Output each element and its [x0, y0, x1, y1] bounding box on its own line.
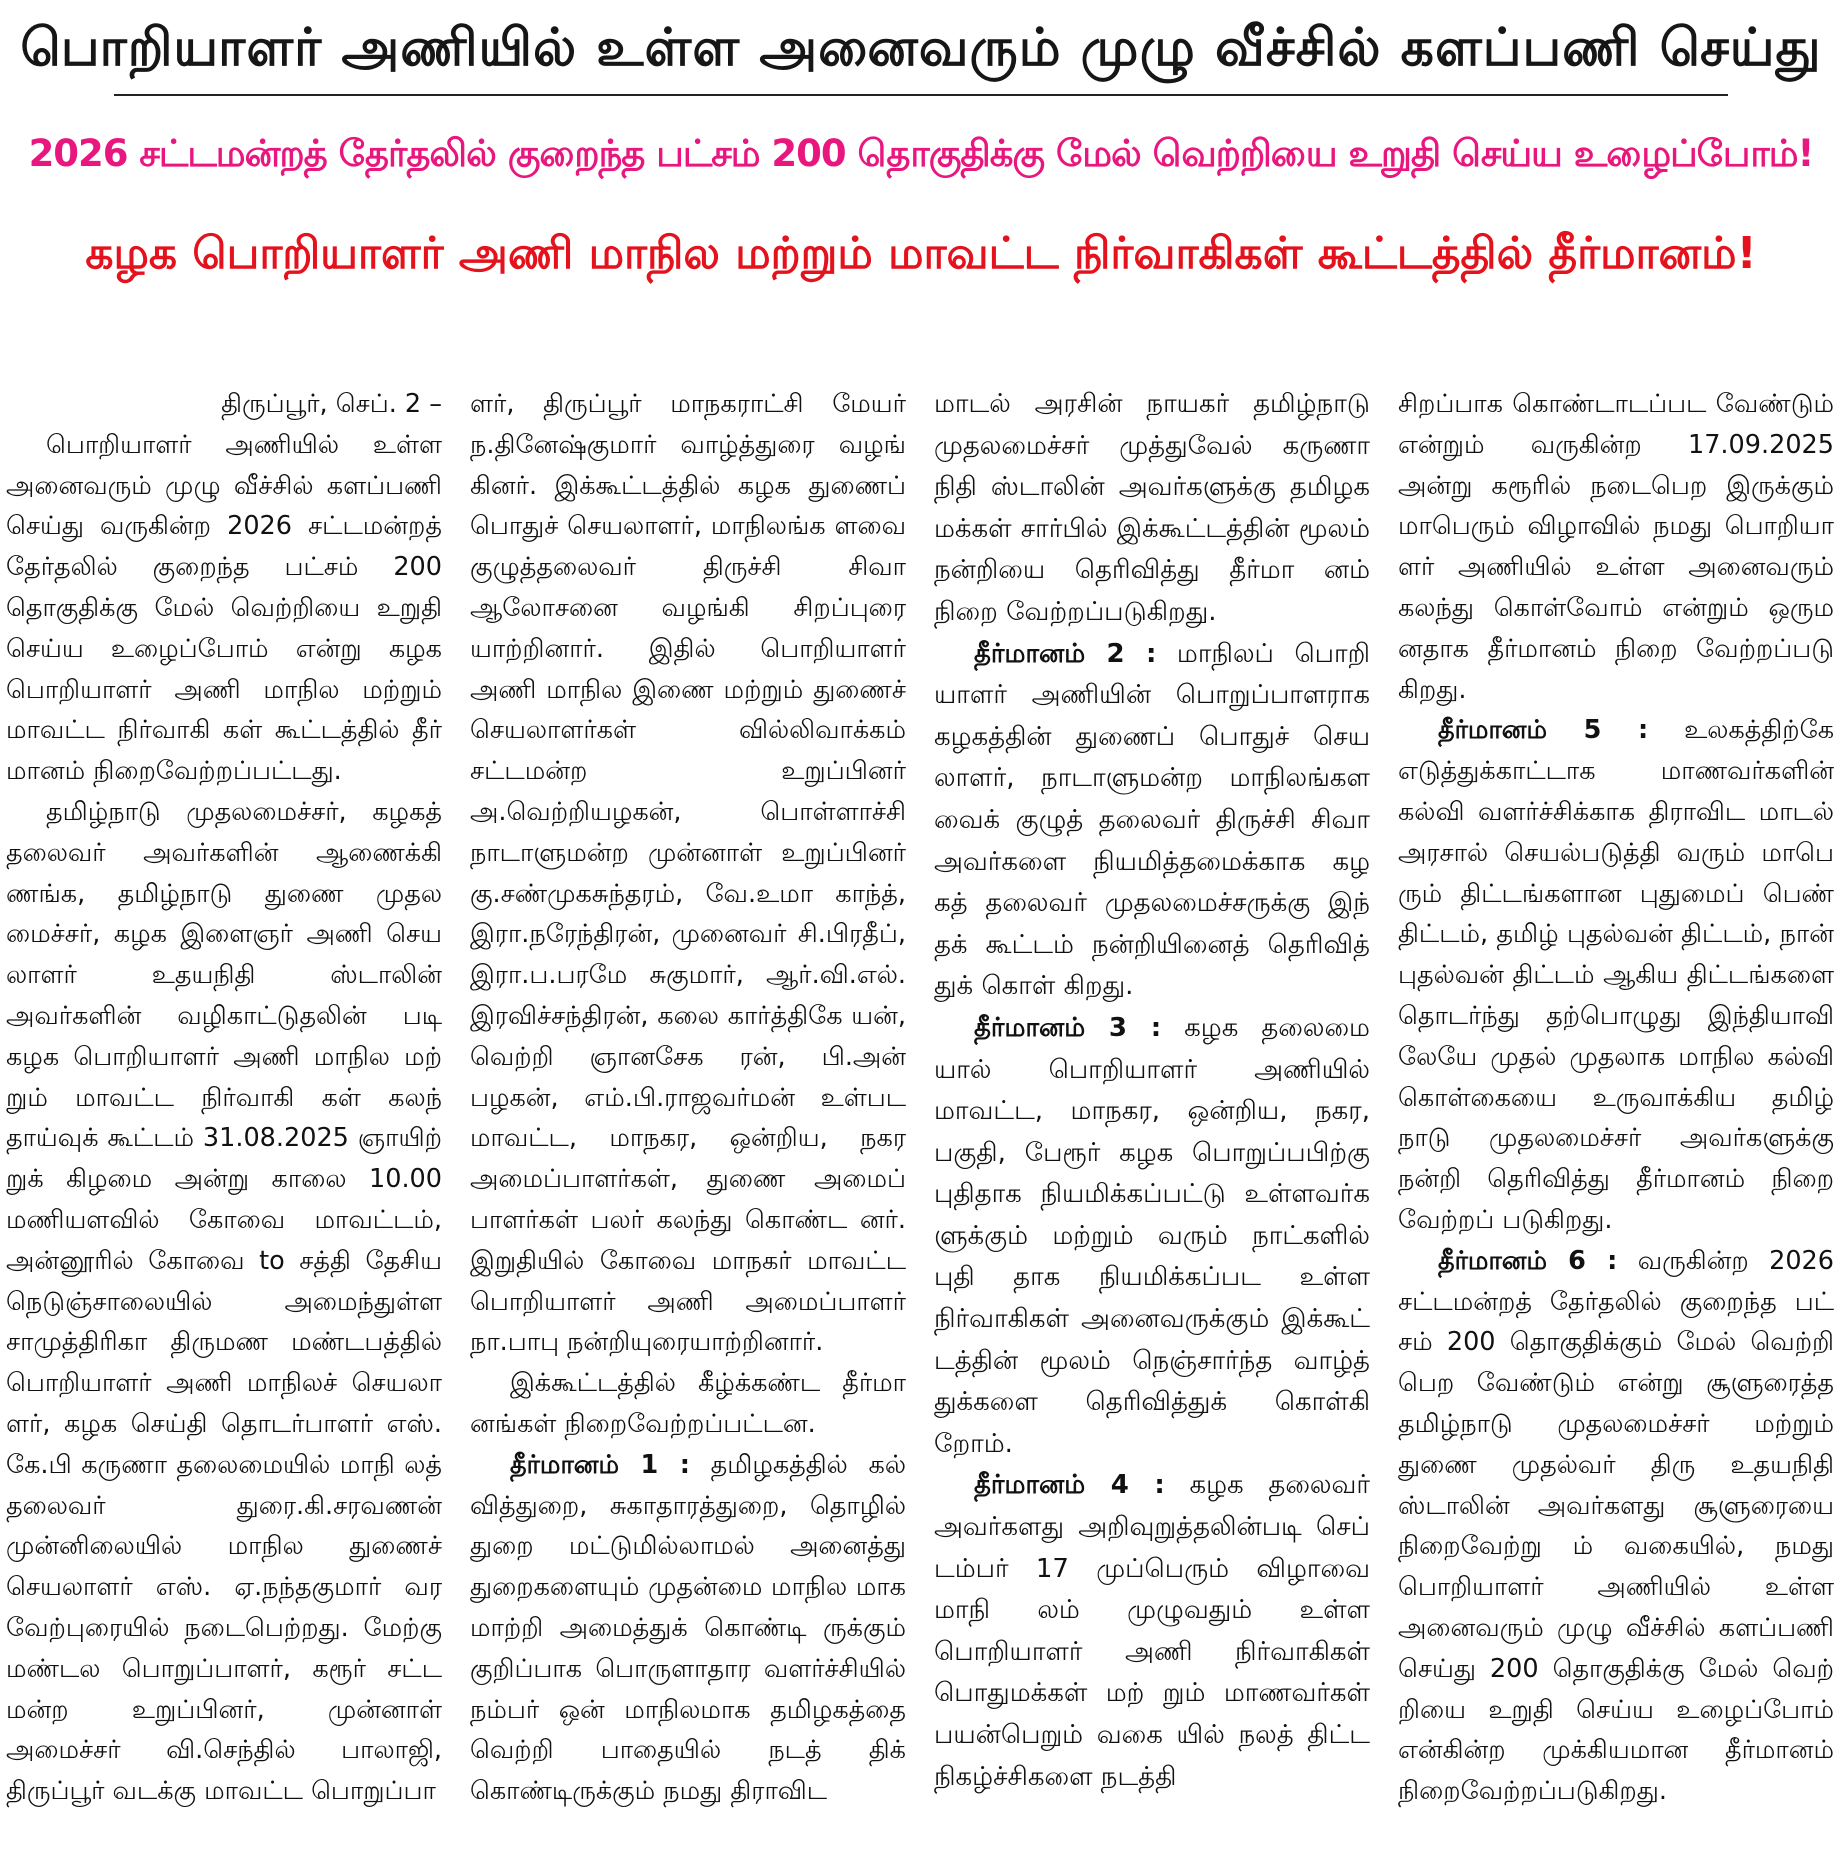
- resolution-2: [934, 634, 1370, 1008]
- main-headline: 2026 சட்டமன்றத் தேர்தலில் குறைந்த பட்சம் 200 தொகுதிக்கு மேல் வெற்றியை உறுதி செய்ய உழைப்போம்!: [28, 132, 1814, 175]
- resolution-text: கழக தலைவர் அவர்களது அறிவுறுத்தலின்படி செப் டம்பர் 17 முப்பெரும் விழாவை மாநி லம் முழுவதும் உள்ள பொறியாளர் அணி நிர்வாகிகள் பொதுமக்கள் மற் றும் மாணவர்கள் பயன்பெறும் வகை யில் நலத் திட்ட நிகழ்ச்சிகளை நடத்தி: [934, 1470, 1370, 1792]
- resolution-text: உலகத்திற்கே எடுத்துக்காட்டாக மாணவர்களின் கல்வி வளர்ச்சிக்காக திராவிட மாடல் அரசால் செயல்படுத்தி வரும் மாபெ ரும் திட்டங்களான புதுமைப் பெண் திட்டம், தமிழ் புதல்வன் திட்டம், நான் புதல்வன் திட்டம் ஆகிய திட்டங்களை தொடர்ந்து தற்பொழுது இந்தியாவி லேயே முதல் முதலாக மாநில கல்வி கொள்கையை உருவாக்கிய தமிழ் நாடு முதலமைச்சர் அவர்களுக்கு நன்றி தெரிவித்து தீர்மானம் நிறை வேற்றப் படுகிறது.: [1398, 715, 1834, 1235]
- resolution-1: [470, 1445, 906, 1812]
- resolution-text: மாநிலப் பொறி யாளர் அணியின் பொறுப்பாளராக கழகத்தின் துணைப் பொதுச் செய லாளர், நாடாளுமன்ற மாநிலங்கள வைக் குழுத் தலைவர் திருச்சி சிவா அவர்களை நியமித்தமைக்காக கழ கத் தலைவர் முதலமைச்சருக்கு இந் தக் கூட்டம் நன்றியினைத் தெரிவித் துக் கொள் கிறது.: [934, 638, 1370, 1002]
- resolution-label: தீர்மானம் 5 :: [1438, 715, 1649, 746]
- resolution-1-continued: மாடல் அரசின் நாயகர் தமிழ்நாடு முதலமைச்சர் முத்துவேல் கருணா நிதி ஸ்டாலின் அவர்களுக்கு தமிழக மக்கள் சார்பில் இக்கூட்டத்தின் மூலம் நன்றியை தெரிவித்து தீர்மா னம் நிறை வேற்றப்படுகிறது.: [934, 389, 1370, 627]
- kicker-headline: பொறியாளர் அணியில் உள்ள அனைவரும் முழு வீச்சில் களப்பணி செய்து: [20, 18, 1822, 78]
- resolution-6: [1398, 1241, 1834, 1812]
- article-body: [6, 384, 1834, 1850]
- article-paragraph-continued: ளர், திருப்பூர் மாநகராட்சி மேயர் ந.தினேஷ்குமார் வாழ்த்துரை வழங் கினர். இக்கூட்டத்தில் கழக துணைப் பொதுச் செயலாளர், மாநிலங்க ளவை குழுத்தலைவர் திருச்சி சிவா ஆலோசனை வழங்கி சிறப்புரை யாற்றினார். இதில் பொறியாளர் அணி மாநில இணை மற்றும் துணைச் செயலாளர்கள் வில்லிவாக்கம் சட்டமன்ற உறுப்பினர் அ.வெற்றியழகன், பொள்ளாச்சி நாடாளுமன்ற முன்னாள் உறுப்பினர் கு.சண்முகசுந்தரம், வே.உமா காந்த், இரா.நரேந்திரன், முனைவர் சி.பிரதீப், இரா.ப.பரமே சுகுமார், ஆர்.வி.எல். இரவிச்சந்திரன், கலை கார்த்திகே யன், வெற்றி ஞானசேக ரன், பி.அன் பழகன், எம்.பி.ராஜவர்மன் உள்பட மாவட்ட, மாநகர, ஒன்றிய, நகர அமைப்பாளர்கள், துணை அமைப் பாளர்கள் பலர் கலந்து கொண்ட னர். இறுதியில் கோவை மாநகர் மாவட்ட பொறியாளர் அணி அமைப்பாளர் நா.பாபு நன்றியுரையாற்றினார்.: [470, 389, 906, 1358]
- article-paragraph: இக்கூட்டத்தில் கீழ்க்கண்ட தீர்மா னங்கள் நிறைவேற்றப்பட்டன.: [470, 1368, 906, 1439]
- article-column-4: [1398, 384, 1834, 1850]
- resolution-4-continued: சிறப்பாக கொண்டாடப்பட வேண்டும் என்றும் வருகின்ற 17.09.2025 அன்று கரூரில் நடைபெற இருக்கும் மாபெரும் விழாவில் நமது பொறியா ளர் அணியில் உள்ள அனைவரும் கலந்து கொள்வோம் என்றும் ஒரும னதாக தீர்மானம் நிறை வேற்றப்படு கிறது.: [1398, 389, 1834, 705]
- resolution-label: தீர்மானம் 3 :: [974, 1012, 1162, 1043]
- article-paragraph: பொறியாளர் அணியில் உள்ள அனைவரும் முழு வீச்சில் களப்பணி செய்து வருகின்ற 2026 சட்டமன்றத் தேர்தலில் குறைந்த பட்சம் 200 தொகுதிக்கு மேல் வெற்றியை உறுதி செய்ய உழைப்போம் என்று கழக பொறியாளர் அணி மாநில மற்றும் மாவட்ட நிர்வாகி கள் கூட்டத்தில் தீர் மானம் நிறைவேற்றப்பட்டது.: [6, 429, 442, 787]
- resolution-label: தீர்மானம் 1 :: [510, 1449, 690, 1480]
- resolution-text: வருகின்ற 2026 சட்டமன்றத் தேர்தலில் குறைந்த பட் சம் 200 தொகுதிக்கும் மேல் வெற்றி பெற வேண்டும் என்று சூளுரைத்த தமிழ்நாடு முதலமைச்சர் மற்றும் துணை முதல்வர் திரு உதயநிதி ஸ்டாலின் அவர்களது சூளுரையை நிறைவேற்று ம் வகையில், நமது பொறியாளர் அணியில் உள்ள அனைவரும் முழு வீச்சில் களப்பணி செய்து 200 தொகுதிக்கு மேல் வெற் றியை உறுதி செய்ய உழைப்போம் என்கின்ற முக்கியமான தீர்மானம் நிறைவேற்றப்படுகிறது.: [1398, 1245, 1834, 1807]
- resolution-text: கழக தலைமை யால் பொறியாளர் அணியில் மாவட்ட, மாநகர, ஒன்றிய, நகர, பகுதி, பேரூர் கழக பொறுப்பபிற்கு புதிதாக நியமிக்கப்பட்டு உள்ளவர்க ளுக்கும் மற்றும் வரும் நாட்களில் புதி தாக நியமிக்கப்பட உள்ள நிர்வாகிகள் அனைவருக்கும் இக்கூட் டத்தின் மூலம் நெஞ்சார்ந்த வாழ்த் துக்களை தெரிவித்துக் கொள்கி றோம்.: [934, 1012, 1370, 1459]
- resolution-5: [1398, 710, 1834, 1240]
- resolution-3: [934, 1008, 1370, 1466]
- resolution-4: [934, 1465, 1370, 1798]
- sub-headline: கழக பொறியாளர் அணி மாநில மற்றும் மாவட்ட நிர்வாகிகள் கூட்டத்தில் தீர்மானம்!: [85, 228, 1757, 279]
- article-column-2: [470, 384, 906, 1850]
- resolution-label: தீர்மானம் 4 :: [974, 1470, 1165, 1501]
- article-paragraph: தமிழ்நாடு முதலமைச்சர், கழகத் தலைவர் அவர்களின் ஆணைக்கி ணங்க, தமிழ்நாடு துணை முதல மைச்சர், கழக இளைஞர் அணி செய லாளர் உதயநிதி ஸ்டாலின் அவர்களின் வழிகாட்டுதலின் படி கழக பொறியாளர் அணி மாநில மற் றும் மாவட்ட நிர்வாகி கள் கலந் தாய்வுக் கூட்டம் 31.08.2025 ஞாயிற் றுக் கிழமை அன்று காலை 10.00 மணியளவில் கோவை மாவட்டம், அன்னூரில் கோவை to சத்தி தேசிய நெடுஞ்சாலையில் அமைந்துள்ள சாமுத்திரிகா திருமண மண்டபத்தில் பொறியாளர் அணி மாநிலச் செயலா ளர், கழக செய்தி தொடர்பாளர் எஸ். கே.பி கருணா தலைமையில் மாநி லத் தலைவர் துரை.கி.சரவணன் முன்னிலையில் மாநில துணைச் செயலாளர் எஸ். ஏ.நந்தகுமார் வர வேற்புரையில் நடைபெற்றது. மேற்கு மண்டல பொறுப்பாளர், கரூர் சட்ட மன்ற உறுப்பினர், முன்னாள் அமைச்சர் வி.செந்தில் பாலாஜி, திருப்பூர் வடக்கு மாவட்ட பொறுப்பா: [6, 796, 442, 1807]
- resolution-text: தமிழகத்தில் கல் வித்துறை, சுகாதாரத்துறை, தொழில் துறை மட்டுமில்லாமல் அனைத்து துறைகளையும் முதன்மை மாநில மாக மாற்றி அமைத்துக் கொண்டி ருக்கும் குறிப்பாக பொருளாதார வளர்ச்சியில் நம்பர் ஒன் மாநிலமாக தமிழகத்தை வெற்றி பாதையில் நடத் திக் கொண்டிருக்கும் நமது திராவிட: [470, 1449, 906, 1807]
- dateline: திருப்பூர், செப். 2 –: [221, 389, 442, 419]
- article-column-3: [934, 384, 1370, 1850]
- resolution-label: தீர்மானம் 6 :: [1438, 1245, 1618, 1276]
- resolution-label: தீர்மானம் 2 :: [974, 638, 1157, 669]
- article-column-1: [6, 384, 442, 1850]
